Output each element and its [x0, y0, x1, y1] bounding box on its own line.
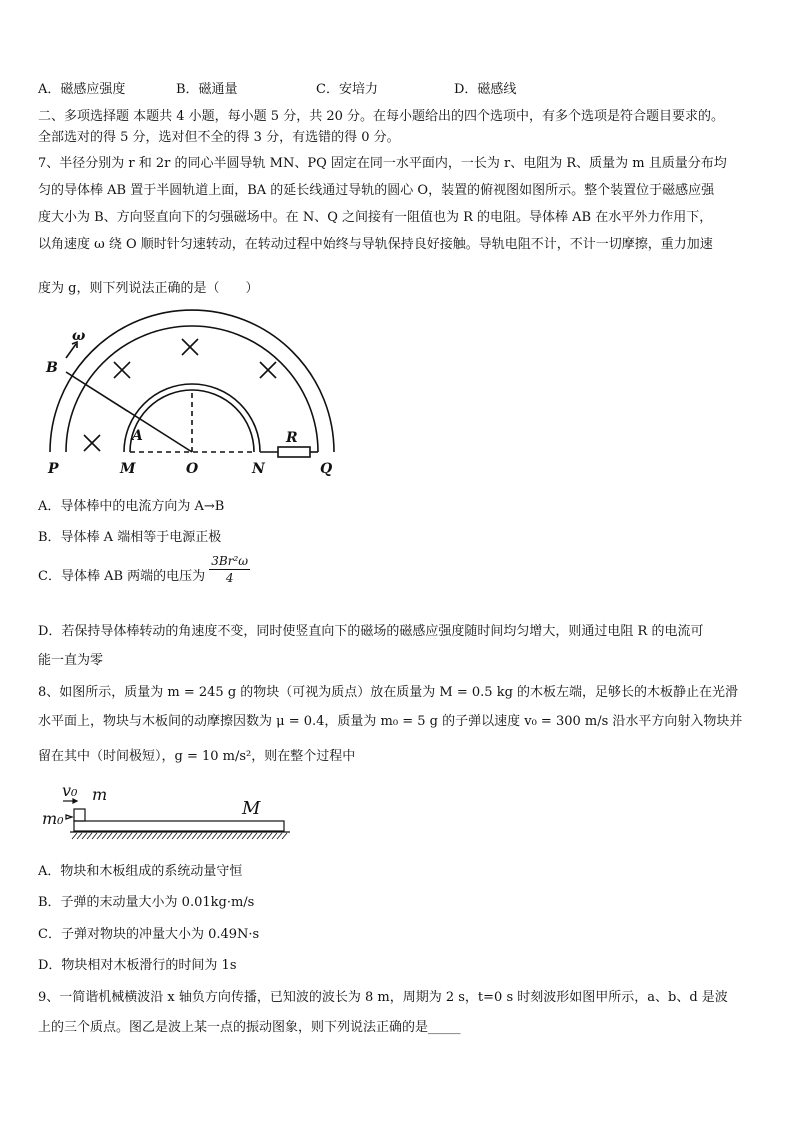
q7-text: 以角速度 ω 绕 O 顺时针匀速转动，在转动过程中始终与导轨保持良好接触。导轨电阻不计，不计一切摩擦，重力加速: [38, 237, 713, 252]
q7-option-c-text: C．导体棒 AB 两端的电压为: [38, 569, 206, 584]
label-p: P: [48, 461, 59, 477]
label-m: M: [120, 461, 136, 477]
section2-instructions: 二、多项选择题 本题共 4 小题，每小题 5 分，共 20 分。在每小题给出的四个选项中，有多个选项是符合题目要求的。: [38, 109, 725, 124]
label-a: A: [132, 428, 143, 444]
q6-option-d: D．磁感线: [454, 82, 517, 97]
board-M: [74, 821, 284, 831]
q7-text: 7、半径分别为 r 和 2r 的同心半圆导轨 MN、PQ 固定在同一水平面内，一长为 r、电阻为 R、质量为 m 且质量分布均: [38, 156, 727, 171]
label-n: N: [252, 461, 265, 477]
q8-text: 8、如图所示，质量为 m = 245 g 的物块（可视为质点）放在质量为 M = 0.5 kg 的木板左端，足够长的木板静止在光滑: [38, 685, 739, 700]
q8-option-b: B．子弹的末动量大小为 0.01kg·m/s: [38, 895, 255, 910]
q7-text: 度大小为 B、方向竖直向下的匀强磁场中。在 N、Q 之间接有一阻值也为 R 的电阻。导体棒 AB 在水平外力作用下，: [38, 210, 713, 225]
q8-text: 水平面上，物块与木板间的动摩擦因数为 μ = 0.4，质量为 m₀ = 5 g 的子弹以速度 v₀ = 300 m/s 沿水平方向射入物块并: [38, 714, 743, 729]
fraction-numerator: 3Br²ω: [211, 554, 249, 568]
label-q: Q: [320, 461, 333, 477]
fraction-denominator: 4: [225, 571, 234, 585]
label-omega: ω: [72, 328, 86, 344]
label-v0: v₀: [62, 781, 78, 800]
q8-option-d: D．物块相对木板滑行的时间为 1s: [38, 958, 237, 973]
ground-hatching: [72, 833, 287, 839]
q7-option-b: B．导体棒 A 端相等于电源正极: [38, 530, 222, 545]
q7-text: 匀的导体棒 AB 置于半圆轨道上面，BA 的延长线通过导轨的圆心 O，装置的俯视图如图所示。整个装置位于磁感应强: [38, 183, 715, 198]
q6-option-a: A．磁感应强度: [38, 82, 126, 97]
label-r: R: [286, 430, 298, 446]
label-m0: m₀: [42, 809, 64, 828]
q7-option-d: D．若保持导体棒转动的角速度不变，同时使竖直向下的磁场的磁感应强度随时间均匀增大，则通过电阻 R 的电流可: [38, 624, 704, 639]
q6-option-c: C．安培力: [316, 82, 378, 97]
label-m: m: [92, 785, 108, 804]
q8-option-a: A．物块和木板组成的系统动量守恒: [38, 864, 243, 879]
q8-text: 留在其中（时间极短），g = 10 m/s²，则在整个过程中: [38, 749, 356, 764]
q9-text: 上的三个质点。图乙是波上某一点的振动图象，则下列说法正确的是_____: [38, 1020, 461, 1035]
label-b: B: [46, 360, 58, 376]
q7-option-a: A．导体棒中的电流方向为 A→B: [38, 499, 225, 514]
block-m: [74, 809, 85, 821]
q9-text: 9、一简谐机械横波沿 x 轴负方向传播，已知波的波长为 8 m，周期为 2 s，t=0 s 时刻波形如图甲所示，a、b、d 是波: [38, 990, 728, 1005]
bullet-icon: [66, 815, 72, 819]
q7-option-d-2: 能一直为零: [38, 653, 104, 668]
section2-instructions-2: 全部选对的得 5 分，选对但不全的得 3 分，有选错的得 0 分。: [38, 130, 400, 145]
label-o: O: [186, 461, 199, 477]
q8-option-c: C．子弹对物块的冲量大小为 0.49N·s: [38, 927, 260, 942]
q6-option-b: B．磁通量: [176, 82, 238, 97]
q7-text: 度为 g，则下列说法正确的是（ ）: [38, 281, 259, 296]
label-M: M: [242, 798, 261, 819]
